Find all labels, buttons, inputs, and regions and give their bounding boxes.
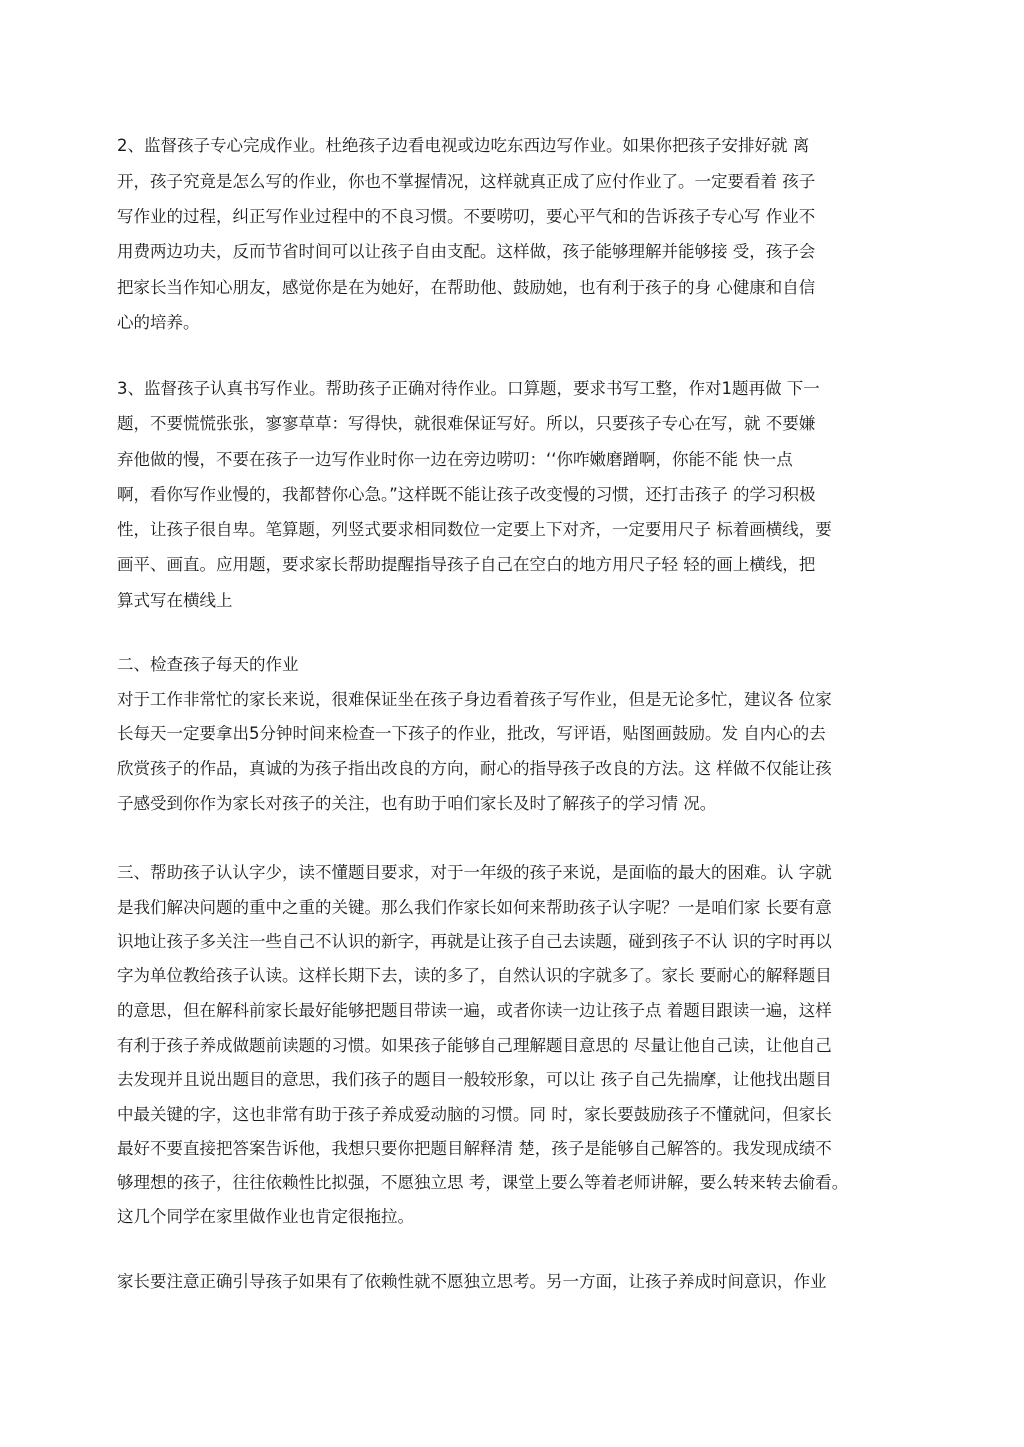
text-line: 用费两边功夫，反而节省时间可以让孩子自由支配。这样做，孩子能够理解并能够接 受，孩子会 [117, 242, 816, 261]
text-line: 题，不要慌慌张张，寥寥草草：写得快，就很难保证写好。所以，只要孩子专心在写，就 不要嫌 [117, 414, 816, 433]
text-line: 2、监督孩子专心完成作业。杜绝孩子边看电视或边吃东西边写作业。如果你把孩子安排好就 离 [117, 136, 810, 155]
text-line: 字为单位教给孩子认读。这样长期下去，读的多了，自然认识的字就多了。家长 要耐心的解释题目 [117, 966, 832, 985]
text-line: 识地让孩子多关注一些自己不认识的新字，再就是让孩子自己去读题，碰到孩子不认 识的字时再以 [117, 932, 832, 951]
text-line: 家长要注意正确引导孩子如果有了依赖性就不愿独立思考。另一方面，让孩子养成时间意识，作业 [117, 1272, 827, 1291]
section-heading: 二、检查孩子每天的作业 [117, 655, 299, 674]
text-line: 3、监督孩子认真书写作业。帮助孩子正确对待作业。口算题，要求书写工整，作对1题再做 下一 [117, 379, 820, 398]
text-line: 长每天一定要拿出5分钟时间来检查一下孩子的作业，批改，写评语，贴图画鼓励。发 自内心的去 [117, 724, 826, 743]
text-line: 性，让孩子很自卑。笔算题，列竖式要求相同数位一定要上下对齐，一定要用尺子 标着画横线，要 [117, 520, 832, 539]
text-line: 中最关键的字，这也非常有助于孩子养成爱动脑的习惯。同 时，家长要鼓励孩子不懂就问，但家长 [117, 1105, 832, 1124]
text-line: 啊，看你写作业慢的，我都替你心急。”这样既不能让孩子改变慢的习惯，还打击孩子 的学习积极 [117, 485, 816, 504]
text-line: 写作业的过程，纠正写作业过程中的不良习惯。不要唠叨，要心平气和的告诉孩子专心写 作业不 [117, 207, 816, 226]
text-line: 把家长当作知心朋友，感觉你是在为她好，在帮助他、鼓励她，也有利于孩子的身 心健康和自信 [117, 278, 816, 297]
text-line: 心的培养。 [117, 313, 200, 332]
section-heading: 三、帮助孩子认认字少，读不懂题目要求，对于一年级的孩子来说，是面临的最大的困难。认 字就 [117, 863, 832, 882]
text-line: 对于工作非常忙的家长来说，很难保证坐在孩子身边看着孩子写作业，但是无论多忙，建议各 位家 [117, 690, 832, 709]
text-line: 子感受到你作为家长对孩子的关注，也有助于咱们家长及时了解孩子的学习情 况。 [117, 794, 717, 813]
text-line: 开，孩子究竟是怎么写的作业，你也不掌握情况，这样就真正成了应付作业了。一定要看着 孩子 [117, 172, 816, 191]
text-line: 去发现并且说出题目的意思，我们孩子的题目一般较形象，可以让 孩子自己先揣摩，让他找出题目 [117, 1070, 832, 1089]
text-line: 够理想的孩子，往往依赖性比拟强，不愿独立思 考，课堂上要么等着老师讲解，要么转来转去偷看。 [117, 1173, 849, 1192]
text-line: 算式写在横线上 [117, 591, 233, 610]
text-line: 画平、画直。应用题，要求家长帮助提醒指导孩子自己在空白的地方用尺子轻 轻的画上横线，把 [117, 555, 816, 574]
text-line: 这几个同学在家里做作业也肯定很拖拉。 [117, 1207, 414, 1226]
text-line: 的意思，但在解科前家长最好能够把题目带读一遍，或者你读一边让孩子点 着题目跟读一遍，这样 [117, 1001, 832, 1020]
text-line: 是我们解决问题的重中之重的关键。那么我们作家长如何来帮助孩子认字呢？一是咱们家 长要有意 [117, 898, 832, 917]
text-line: 欣赏孩子的作品，真诚的为孩子指出改良的方向，耐心的指导孩子改良的方法。这 样做不仅能让孩 [117, 759, 832, 778]
text-line: 弃他做的慢，不要在孩子一边写作业时你一边在旁边唠叨：‘‘你咋嫩磨蹭啊，你能不能 快一点 [117, 450, 793, 469]
text-line: 最好不要直接把答案告诉他，我想只要你把题目解释清 楚，孩子是能够自己解答的。我发现成绩不 [117, 1139, 832, 1158]
text-line: 有利于孩子养成做题前读题的习惯。如果孩子能够自己理解题目意思的 尽量让他自己读，让他自己 [117, 1036, 832, 1055]
